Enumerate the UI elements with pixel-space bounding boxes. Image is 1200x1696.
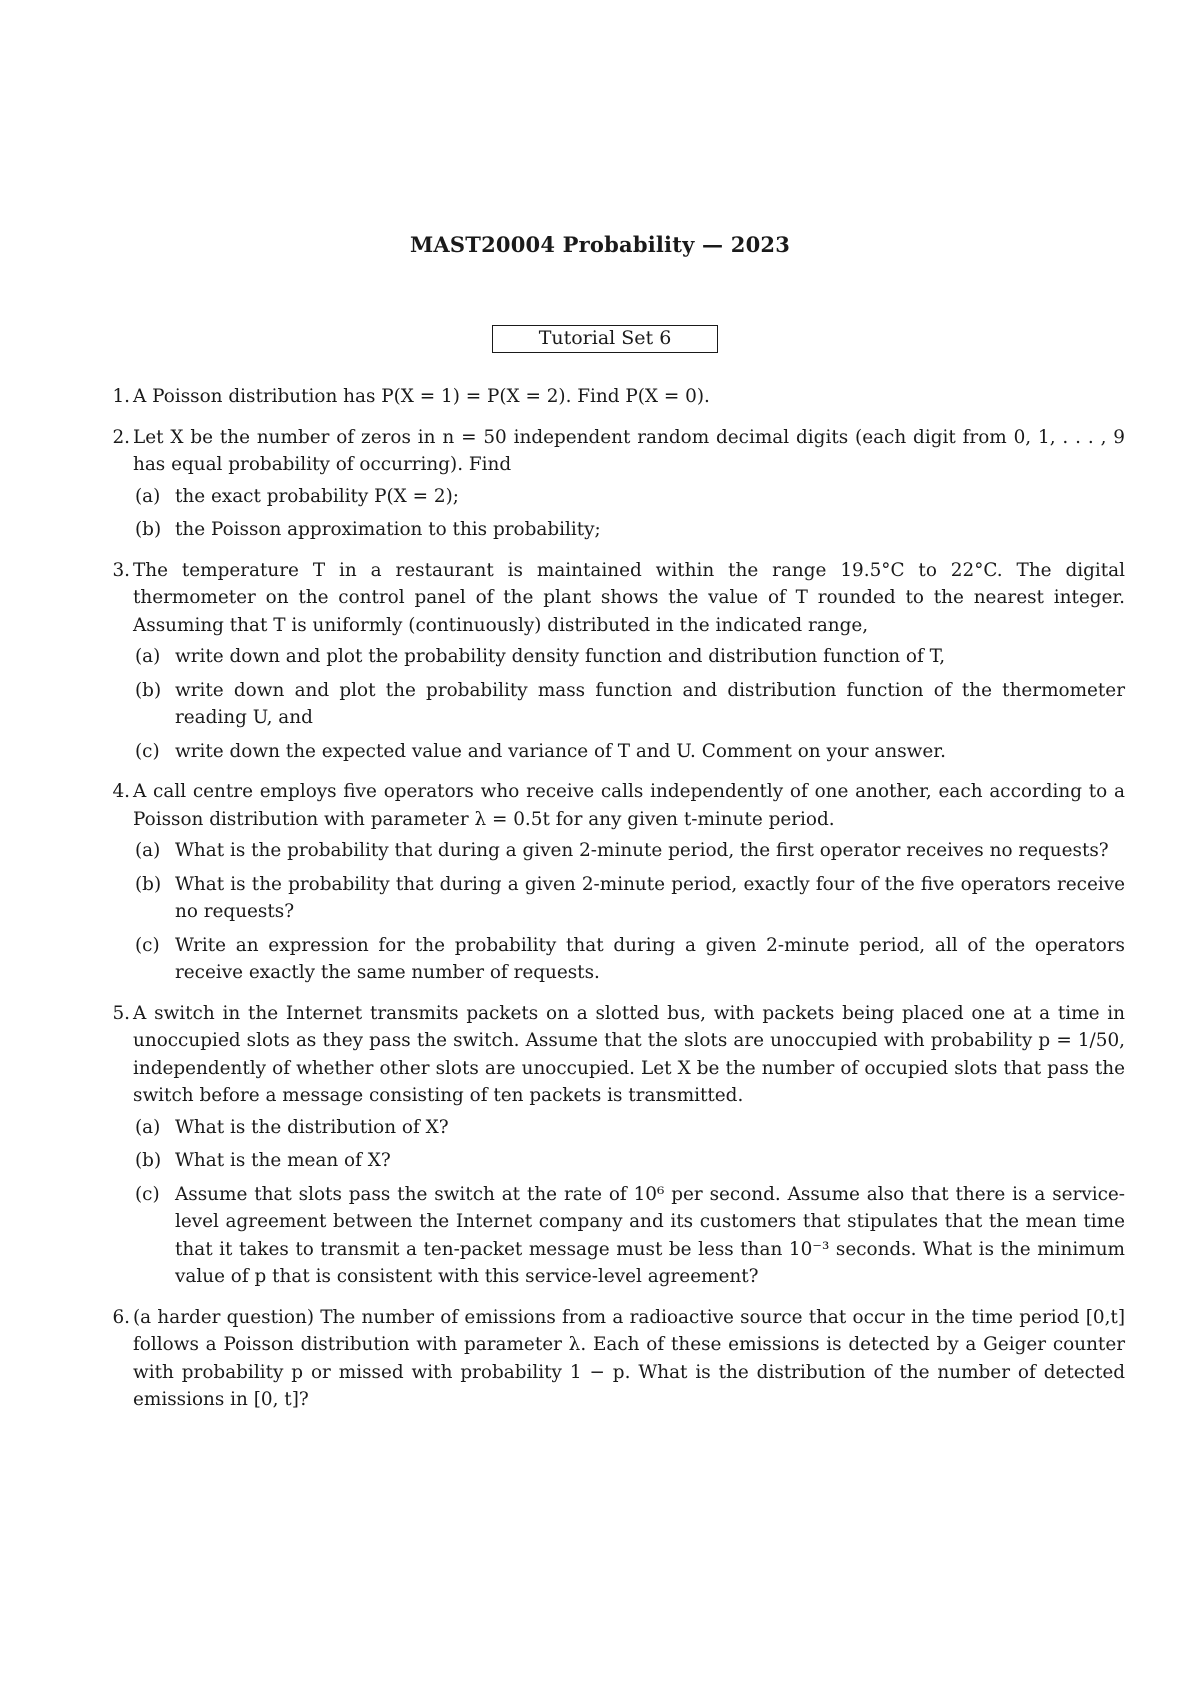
- question-list: [100, 383, 1125, 1427]
- part-label: (a): [135, 646, 161, 667]
- part-label: (b): [135, 1150, 162, 1171]
- question-text: A Poisson distribution has P(X = 1) = P(X = 2). Find P(X = 0).: [133, 386, 710, 407]
- part-label: (b): [135, 679, 162, 701]
- question-4: [100, 778, 1125, 987]
- part-label: (b): [135, 519, 162, 540]
- question-part: [133, 1147, 1125, 1175]
- question-text: A call centre employs five operators who receive calls independently of one another, each according to a Poisson distribution with parameter λ = 0.5t for any given t-minute period.: [133, 781, 1125, 830]
- part-text: What is the probability that during a given 2-minute period, the first operator receives no requests?: [175, 840, 1109, 861]
- question-number-text: 5.: [112, 1002, 130, 1024]
- question-text: A switch in the Internet transmits packets on a slotted bus, with packets being placed one at a time in unoccupied slots as they pass the switch. Assume that the slots are unoccupied with probability p = 1/50, independently of whether other slots are unoccupied. Let X be the number of occupied slots that pass the switch before a message consisting of ten packets is transmitted.: [133, 1002, 1125, 1106]
- part-label: (c): [135, 740, 160, 762]
- question-part: [133, 932, 1125, 987]
- part-text: What is the mean of X?: [175, 1150, 391, 1171]
- question-2: [100, 424, 1125, 544]
- part-text: What is the distribution of X?: [175, 1116, 449, 1138]
- part-text: write down and plot the probability density function and distribution function of T,: [175, 646, 946, 667]
- part-text: Write an expression for the probability that during a given 2-minute period, all of the operators receive exactly the same number of requests.: [175, 934, 1125, 983]
- question-number-text: 3.: [112, 559, 130, 581]
- question-part: [133, 837, 1125, 865]
- question-parts: [133, 1114, 1125, 1291]
- question-text: The temperature T in a restaurant is maintained within the range 19.5°C to 22°C. The digital thermometer on the control panel of the plant shows the value of T rounded to the nearest integer. Assuming that T is uniformly (continuously) distributed in the indicated range,: [133, 559, 1125, 636]
- part-text: write down the expected value and variance of T and U. Comment on your answer.: [175, 740, 946, 762]
- question-number-text: 4.: [112, 781, 130, 802]
- question-number-text: 1.: [112, 386, 130, 407]
- part-label: (a): [135, 1116, 161, 1138]
- part-text: the Poisson approximation to this probability;: [175, 519, 601, 540]
- question-text: Let X be the number of zeros in n = 50 independent random decimal digits (each digit from 0, 1, . . . , 9 has equal probability of occurring). Find: [133, 426, 1125, 475]
- part-text: Assume that slots pass the switch at the rate of 10⁶ per second. Assume also that there is a service-level agreement between the Internet company and its customers that stipulates that the mean time that it takes to transmit a ten-packet message must be less than 10⁻³ seconds. What is the minimum value of p that is consistent with this service-level agreement?: [175, 1183, 1125, 1287]
- question-number: [100, 1000, 130, 1028]
- question-number: [100, 1304, 130, 1332]
- question-part: [133, 1114, 1125, 1142]
- question-number: [100, 557, 130, 585]
- question-number: [100, 383, 130, 411]
- question-number: [100, 424, 130, 452]
- part-label: (c): [135, 1183, 160, 1205]
- part-text: What is the probability that during a given 2-minute period, exactly four of the five operators receive no requests?: [175, 873, 1125, 922]
- question-part: [133, 483, 1125, 511]
- question-parts: [133, 643, 1125, 765]
- question-part: [133, 516, 1125, 544]
- part-label: (a): [135, 485, 161, 507]
- part-label: (c): [135, 934, 160, 956]
- question-number-text: 2.: [112, 426, 130, 448]
- question-part: [133, 738, 1125, 766]
- question-1: [100, 383, 1125, 411]
- part-text: the exact probability P(X = 2);: [175, 485, 459, 507]
- question-parts: [133, 483, 1125, 544]
- question-part: [133, 643, 1125, 671]
- tutorial-set-box: Tutorial Set 6: [492, 325, 718, 353]
- question-part: [133, 677, 1125, 732]
- question-text: (a harder question) The number of emissions from a radioactive source that occur in the time period [0,t] follows a Poisson distribution with parameter λ. Each of these emissions is detected by a Geiger counter with probability p or missed with probability 1 − p. What is the distribution of the number of detected emissions in [0, t]?: [133, 1306, 1125, 1410]
- part-label: (b): [135, 873, 162, 895]
- question-5: [100, 1000, 1125, 1291]
- question-number-text: 6.: [112, 1306, 130, 1328]
- question-part: [133, 1181, 1125, 1291]
- part-label: (a): [135, 840, 161, 861]
- part-text: write down and plot the probability mass function and distribution function of the thermometer reading U, and: [175, 679, 1125, 728]
- question-part: [133, 871, 1125, 926]
- question-6: [100, 1304, 1125, 1414]
- question-number: [100, 778, 130, 806]
- question-3: [100, 557, 1125, 766]
- question-parts: [133, 837, 1125, 987]
- document-title: MAST20004 Probability — 2023: [409, 232, 791, 257]
